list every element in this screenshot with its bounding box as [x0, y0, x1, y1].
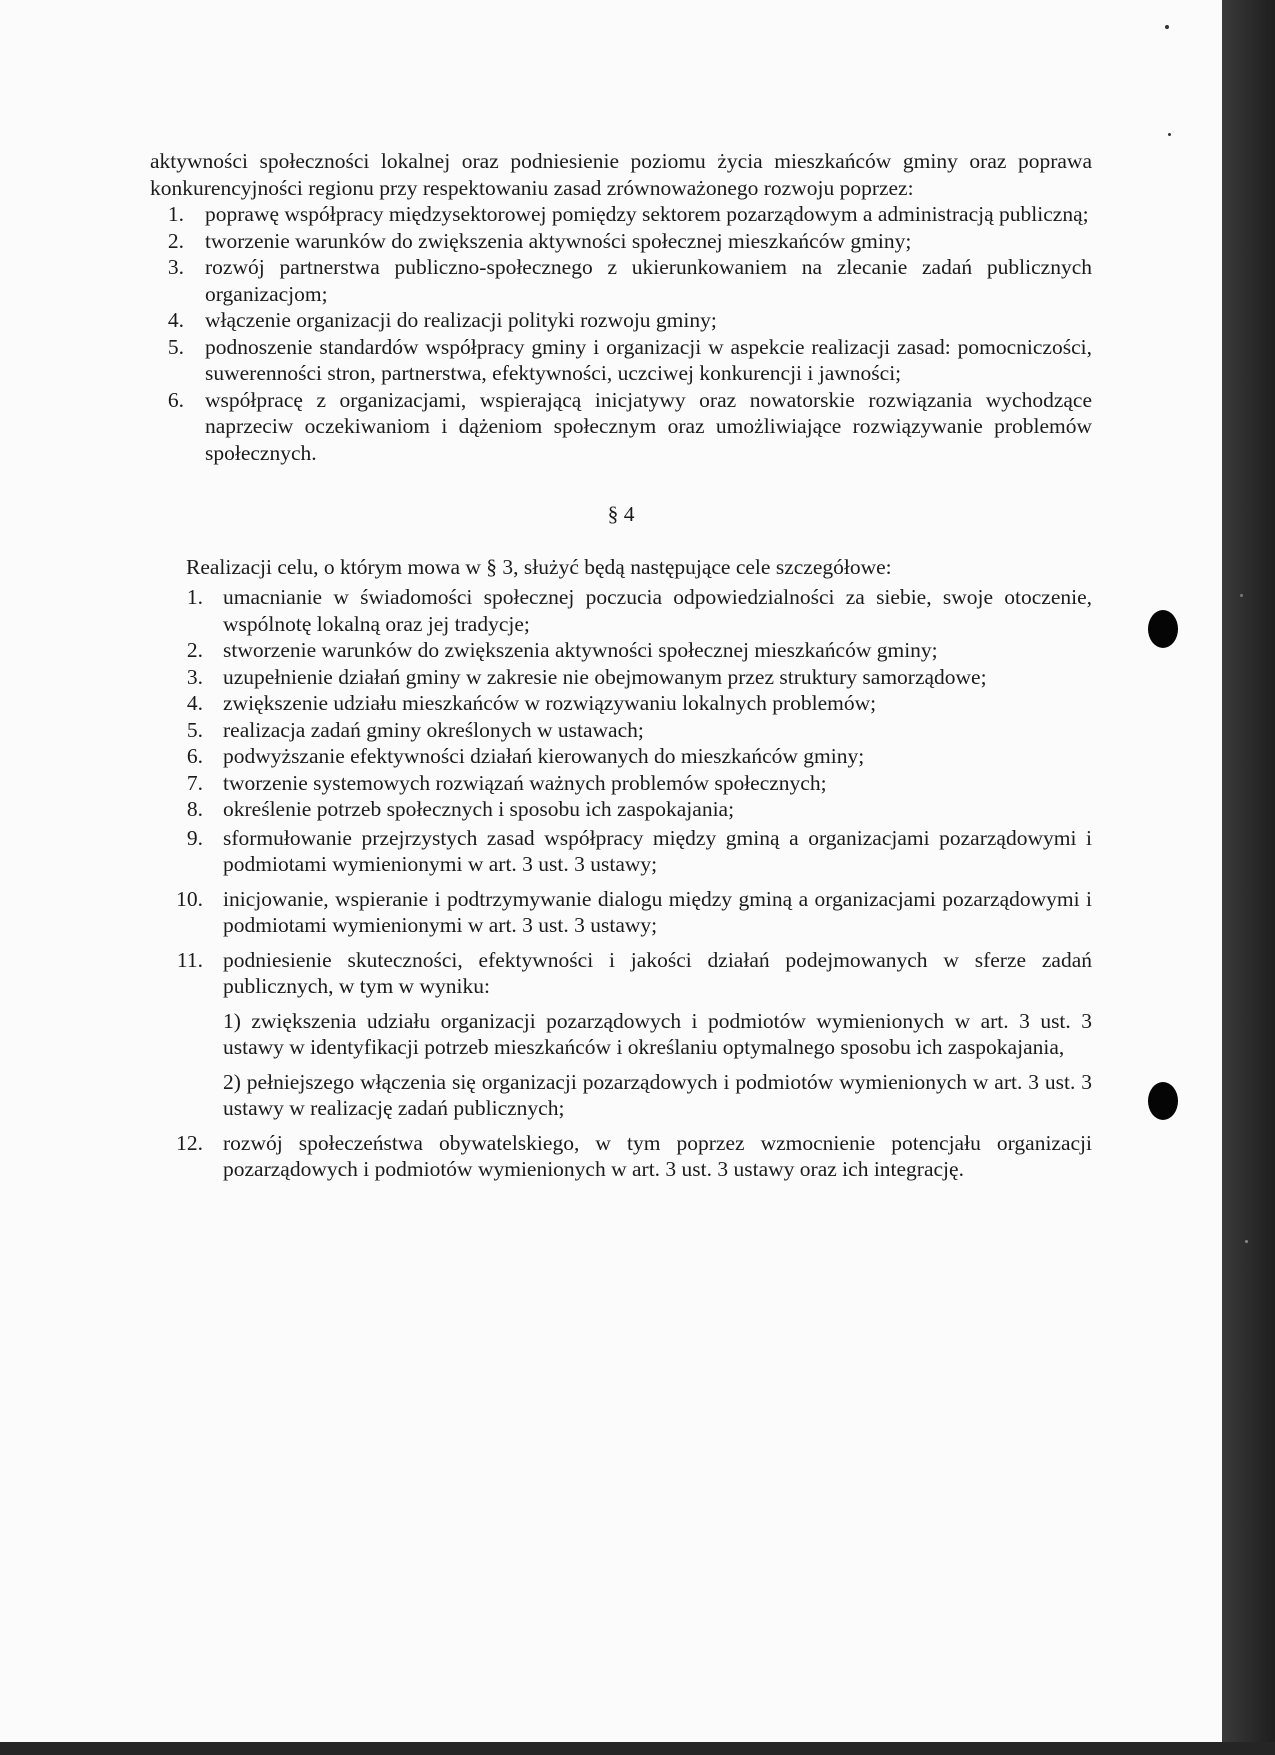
- list-item: 7. tworzenie systemowych rozwiązań ważnych problemów społecznych;: [186, 770, 827, 795]
- scan-speck: [1168, 133, 1171, 136]
- punch-hole-lower: [1148, 1082, 1178, 1120]
- list-item: 5. podnoszenie standardów współpracy gminy i organizacji w aspekcie realizacji zasad: pomocniczości, suwerenności stron, partnerstwa, efektywności, uczciwej konkurencji i jawności;: [167, 334, 1092, 385]
- list-item: 3. rozwój partnerstwa publiczno-społecznego z ukierunkowaniem na zlecanie zadań publicznych organizacjom;: [167, 255, 1092, 306]
- punch-hole-upper: [1148, 610, 1178, 648]
- section-heading: § 4: [607, 502, 635, 526]
- list-item: 11. podniesienie skuteczności, efektywności i jakości działań podejmowanych w sferze zadań publicznych, w tym w wyniku: 1) zwiększenia udziału organizacji pozarządowych i podmiotów wymienionych w art. 3 ust. 3 ustawy w identyfikacji potrzeb mieszkańców i określaniu optymalnego sposobu ich zaspokajania, 2) pełniejszego włączenia się organizacji pozarządowych i podmiotów wymienionych w art. 3 ust. 3 ustawy w realizację zadań publicznych;: [176, 947, 1092, 1120]
- list-item: 5. realizacja zadań gminy określonych w ustawach;: [186, 717, 644, 742]
- sub-list-item: 1) zwiększenia udziału organizacji pozarządowych i podmiotów wymienionych w art. 3 ust. 3 ustawy w identyfikacji potrzeb mieszkańców i określaniu optymalnego sposobu ich zaspokajania,: [223, 1008, 1092, 1059]
- list-item: 1. umacnianie w świadomości społecznej poczucia odpowiedzialności za siebie, swoje otoczenie, wspólnotę lokalną oraz jej tradycje;: [186, 585, 1092, 636]
- list-item: 1. poprawę współpracy międzysektorowej pomiędzy sektorem pozarządowym a administracją publiczną;: [167, 202, 1089, 226]
- list-item: 2. stworzenie warunków do zwiększenia aktywności społecznej mieszkańców gminy;: [186, 638, 938, 662]
- scan-edge-right: [1222, 0, 1275, 1755]
- list-item: 12. rozwój społeczeństwa obywatelskiego, w tym poprzez wzmocnienie potencjału organizacji pozarządowych i podmiotów wymienionych w art. 3 ust. 3 ustawy oraz ich integrację.: [176, 1130, 1092, 1181]
- scan-speck: [1165, 25, 1169, 29]
- list-item: 8. określenie potrzeb społecznych i sposobu ich zaspokajania;: [186, 797, 735, 821]
- list-item: 9. sformułowanie przejrzystych zasad współpracy między gminą a organizacjami pozarządowymi i podmiotami wymienionymi w art. 3 ust. 3 ustawy;: [186, 825, 1092, 876]
- sub-list: [223, 1008, 1092, 1122]
- list-item: 6. podwyższanie efektywności działań kierowanych do mieszkańców gminy;: [186, 744, 865, 768]
- list-item: 2. tworzenie warunków do zwiększenia aktywności społecznej mieszkańców gminy;: [167, 228, 912, 253]
- document-body: [150, 148, 1092, 1183]
- list-item: 4. włączenie organizacji do realizacji polityki rozwoju gminy;: [167, 308, 717, 332]
- list-item: 3. uzupełnienie działań gminy w zakresie nie obejmowanym przez struktury samorządowe;: [186, 664, 987, 689]
- goals-list: [150, 201, 1092, 466]
- scan-speck: [1240, 594, 1243, 597]
- section-intro: Realizacji celu, o którym mowa w § 3, służyć będą następujące cele szczegółowe:: [186, 554, 892, 579]
- opening-paragraph: aktywności społeczności lokalnej oraz podniesienie poziomu życia mieszkańców gminy oraz poprawa konkurencyjności regionu przy respektowaniu zasad zrównoważonego rozwoju poprzez:: [150, 149, 1092, 200]
- list-item: 10. inicjowanie, wspieranie i podtrzymywanie dialogu między gminą a organizacjami pozarządowymi i podmiotami wymienionymi w art. 3 ust. 3 ustawy;: [176, 886, 1092, 937]
- list-item: 6. współpracę z organizacjami, wspierającą inicjatywy oraz nowatorskie rozwiązania wychodzące naprzeciw oczekiwaniom i dążeniom społecznym oraz umożliwiające rozwiązywanie problemów społecznych.: [167, 387, 1092, 465]
- detailed-goals-list: [150, 584, 1092, 1183]
- scan-edge-bottom: [0, 1742, 1275, 1755]
- scan-speck: [1245, 1240, 1248, 1243]
- list-item: 4. zwiększenie udziału mieszkańców w rozwiązywaniu lokalnych problemów;: [186, 691, 877, 715]
- sub-list-item: 2) pełniejszego włączenia się organizacji pozarządowych i podmiotów wymienionych w art. 3 ust. 3 ustawy w realizację zadań publicznych;: [223, 1069, 1092, 1120]
